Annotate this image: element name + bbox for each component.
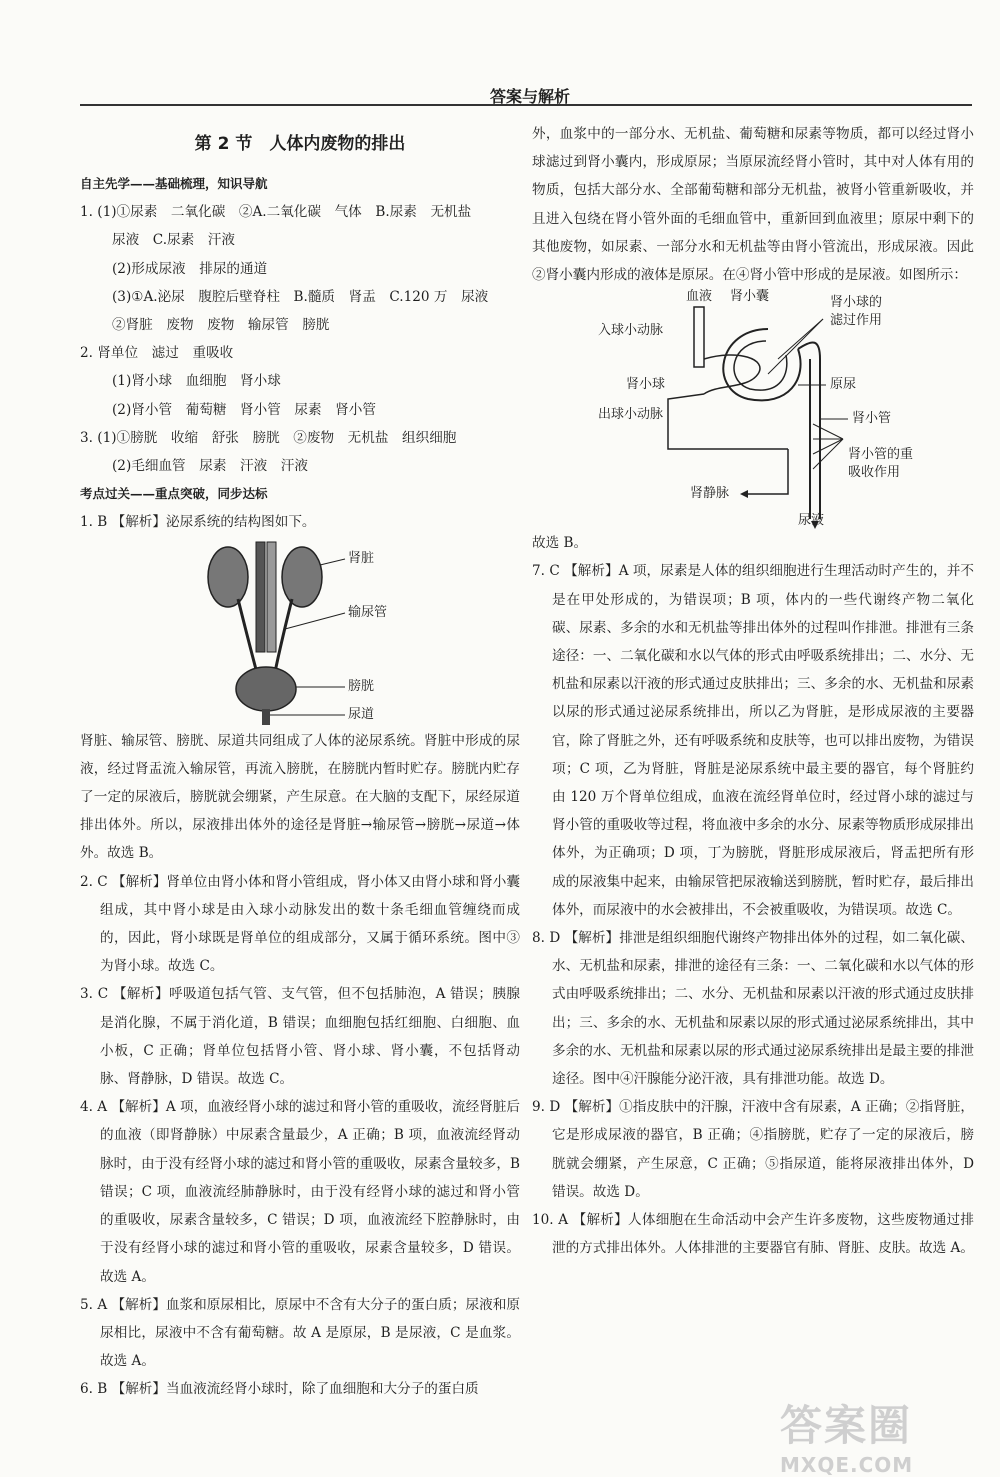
blood-label: 血液: [686, 289, 713, 305]
answer-line: (2)肾小管 葡萄糖 肾小管 尿素 肾小管: [112, 401, 376, 418]
watermark-logo: 答案圈: [780, 1401, 913, 1450]
question-1-body: 肾脏、输尿管、膀胱、尿道共同组成了人体的泌尿系统。肾脏中形成的尿液，经过肾盂流入输尿管，再流入膀胱，在膀胱内暂时贮存。膀胱内贮存了一定的尿液后，膀胱就会绷紧，产生尿意。在大脑的支配下，尿经尿道排出体外。所以，尿液排出体外的途径是肾脏→输尿管→膀胱→尿道→体外。故选 B。: [80, 732, 520, 862]
question-8: 8. D 【解析】排泄是组织细胞代谢终产物排出体外的过程，如二氧化碳、水、无机盐和尿素，排泄的途径有三条：一、二氧化碳和水以气体的形式由呼吸系统排出；二、水分、无机盐和尿素以汗液的形式通过皮肤排出；三、多余的水、无机盐和尿素以尿的形式通过泌尿系统排出，其中多余的水、无机盐和尿素以尿的形式通过泌尿系统排出是最主要的排泄途径。图中④汗腺能分泌汗液，具有排泄功能。故选 D。: [532, 930, 974, 1088]
urine-label: 尿液: [798, 513, 825, 529]
right-column: [532, 120, 974, 1263]
glomerulus-label: 肾小球: [626, 377, 666, 393]
answer-line: 3. (1)①膀胱 收缩 舒张 膀胱 ②废物 无机盐 组织细胞: [80, 429, 457, 446]
efferent-arteriole-label: 出球小动脉: [598, 407, 664, 423]
reabsorption-label-1: 肾小管的重: [848, 447, 914, 463]
bladder-label: 膀胱: [348, 678, 375, 694]
answer-line: 尿液 C.尿素 汗液: [112, 232, 235, 249]
header-title: 答案与解析: [489, 87, 570, 106]
answer-line: 2. 肾单位 滤过 重吸收: [80, 345, 234, 362]
question-1-head: 1. B 【解析】泌尿系统的结构图如下。: [80, 514, 316, 531]
category-heading-2: 考点过关——重点突破，同步达标: [80, 486, 268, 502]
answer-line: ②肾脏 废物 废物 输尿管 膀胱: [112, 317, 330, 334]
question-6-end: 故选 B。: [532, 535, 588, 552]
question-7: 7. C 【解析】A 项，尿素是人体的组织细胞进行生理活动时产生的，并不是在甲处形成的，为错误项；B 项，体内的一些代谢终产物二氧化碳、尿素、多余的水和无机盐等排出体外的过程叫作排泄。排泄有三条途径：一、二氧化碳和水以气体的形式由呼吸系统排出；二、水分、无机盐和尿素以汗液的形式通过皮肤排出；三、多余的水、无机盐和尿素以尿的形式通过泌尿系统排出，所以乙为肾脏，是形成尿液的主要器官，除了肾脏之外，还有呼吸系统和皮肤等，也可以排出废物，为错误项；C 项，乙为肾脏，肾脏是泌尿系统中最主要的器官，每个肾脏约由 120 万个肾单位组成，血液在流经肾单位时，经过肾小球的滤过与肾小管的重吸收等过程，将血液中多余的水分、尿素等物质形成尿排出体外，为正确项；D 项，丁为膀胱，肾脏形成尿液后，肾盂把所有形成的尿液集中起来，由输尿管把尿液输送到膀胱，暂时贮存，最后排出体外，而尿液中的水会被排出，不会被重吸收，为错误项。故选 C。: [532, 563, 974, 918]
section-title: 第 2 节 人体内废物的排出: [194, 134, 406, 154]
question-9: 9. D 【解析】①指皮肤中的汗腺，汗液中含有尿素，A 正确；②指肾脏，它是形成尿液的器官，B 正确；④指膀胱，贮存了一定的尿液后，膀胱就会绷紧，产生尿意，C 正确；⑤指尿道，能将尿液排出体外，D 错误。故选 D。: [532, 1099, 974, 1200]
header-rule: [80, 104, 972, 106]
answer-line: (2)毛细血管 尿素 汗液 汗液: [112, 458, 308, 475]
urethra-label: 尿道: [348, 706, 375, 722]
answer-line: (3)①A.泌尿 腹腔后壁脊柱 B.髓质 肾盂 C.120 万 尿液: [112, 288, 489, 305]
question-4: 4. A 【解析】A 项，血液经肾小球的滤过和肾小管的重吸收，流经肾脏后的血液（即肾静脉）中尿素含量最少，A 正确；B 项，血液流经肾动脉时，由于没有经肾小球的滤过和肾小管的重吸收，尿素含量较多，B 错误；C 项，血液流经肺静脉时，由于没有经肾小球的滤过和肾小管的重吸收，尿素含量较多，C 错误；D 项，血液流经下腔静脉时，由于没有经肾小球的滤过和肾小管的重吸收，尿素含量较多，D 错误。故选 A。: [80, 1099, 520, 1285]
question-10: 10. A 【解析】人体细胞在生命活动中会产生许多废物，这些废物通过排泄的方式排出体外。人体排泄的主要器官有肺、肾脏、皮肤。故选 A。: [532, 1212, 974, 1257]
filtration-label-2: 滤过作用: [830, 313, 883, 329]
afferent-arteriole-label: 入球小动脉: [598, 323, 664, 339]
renal-vein-label: 肾静脉: [690, 486, 730, 502]
urinary-system-figure: [190, 537, 410, 727]
question-6-continued: 外，血浆中的一部分水、无机盐、葡萄糖和尿素等物质，都可以经过肾小球滤过到肾小囊内，形成原尿；当原尿流经肾小管时，其中对人体有用的物质，包括大部分水、全部葡萄糖和部分无机盐，被肾小管重新吸收，并且进入包绕在肾小管外面的毛细血管中，重新回到血液里；原尿中剩下的其他废物，如尿素、一部分水和无机盐等由肾小管流出，形成尿液。因此②肾小囊内形成的液体是原尿。在④肾小管中形成的是尿液。如图所示：: [532, 126, 974, 284]
answer-line: (2)形成尿液 排尿的通道: [112, 260, 268, 277]
question-3: 3. C 【解析】呼吸道包括气管、支气管，但不包括肺泡，A 错误；胰腺是消化腺，不属于消化道，B 错误；血细胞包括红细胞、白细胞、血小板，C 正确；肾单位包括肾小管、肾小球、肾小囊，不包括肾动脉、肾静脉，D 错误。故选 C。: [80, 986, 520, 1088]
site-watermark: [780, 1393, 970, 1477]
ureter-label: 输尿管: [348, 604, 388, 620]
urinary-system-drawing: [190, 537, 410, 727]
kidney-label: 肾脏: [348, 550, 375, 566]
primary-urine-label: 原尿: [830, 377, 857, 393]
tubule-label: 肾小管: [852, 411, 892, 427]
question-2: 2. C 【解析】肾单位由肾小体和肾小管组成，肾小体又由肾小球和肾小囊组成，其中肾小球是由入球小动脉发出的数十条毛细血管缠绕而成的，因此，肾小球既是肾单位的组成部分，又属于循环系统。图中③为肾小球。故选 C。: [80, 873, 520, 975]
question-6-start: 6. B 【解析】当血液流经肾小球时，除了血细胞和大分子的蛋白质: [80, 1381, 479, 1398]
left-column: [80, 120, 520, 1404]
watermark-url: MXQE.COM: [780, 1453, 914, 1477]
answer-line: (1)肾小球 血细胞 肾小球: [112, 373, 281, 390]
filtration-label-1: 肾小球的: [830, 295, 883, 311]
category-heading-1: 自主先学——基础梳理，知识导航: [80, 176, 268, 191]
question-5: 5. A 【解析】血浆和原尿相比，原尿中不含有大分子的蛋白质；尿液和原尿相比，尿液中不含有葡萄糖。故 A 是原尿，B 是尿液，C 是血浆。故选 A。: [80, 1296, 520, 1370]
answer-line: 1. (1)①尿素 二氧化碳 ②A.二氧化碳 气体 B.尿素 无机盐: [80, 204, 472, 221]
capsule-label: 肾小囊: [730, 289, 770, 305]
reabsorption-label-2: 吸收作用: [848, 465, 901, 481]
nephron-figure: [598, 289, 914, 529]
